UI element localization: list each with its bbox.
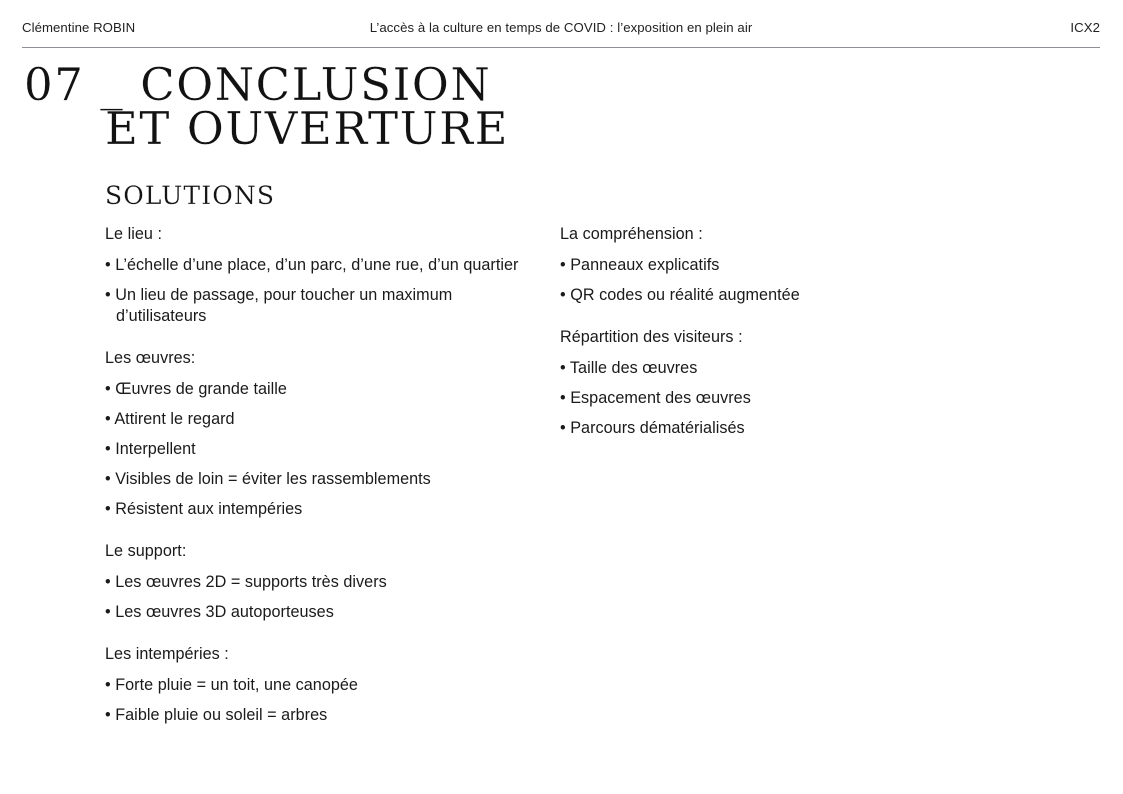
content-group (105, 348, 525, 520)
group-heading: Le support: (105, 541, 187, 560)
list-item: • L’échelle d’une place, d’un parc, d’une rue, d’un quartier (105, 255, 519, 274)
list-item: • QR codes ou réalité augmentée (560, 285, 800, 304)
content-group (560, 224, 960, 306)
list-item: • Visibles de loin = éviter les rassemblements (105, 469, 431, 488)
list-item: • Forte pluie = un toit, une canopée (105, 675, 358, 694)
bullet-list (105, 675, 525, 726)
header-author: Clémentine ROBIN (22, 20, 136, 35)
content-column-right (560, 224, 960, 439)
list-item: • Un lieu de passage, pour toucher un maximum d’utilisateurs (105, 285, 453, 325)
header-divider (22, 47, 1100, 48)
list-item: • Les œuvres 2D = supports très divers (105, 572, 387, 591)
group-heading: Répartition des visiteurs : (560, 327, 743, 346)
list-item: • Résistent aux intempéries (105, 499, 303, 518)
list-item: • Attirent le regard (105, 409, 235, 428)
list-item: • Interpellent (105, 439, 196, 458)
header-code: ICX2 (1070, 20, 1100, 35)
group-heading: Les intempéries : (105, 644, 229, 663)
content-group (105, 224, 525, 327)
content-group (105, 644, 525, 726)
list-item: • Panneaux explicatifs (560, 255, 720, 274)
header-document-title: L’accès à la culture en temps de COVID : l’exposition en plein air (369, 20, 753, 35)
group-heading: Les œuvres: (105, 348, 196, 367)
content-group (560, 327, 960, 439)
bullet-list (105, 255, 525, 327)
list-item: • Parcours dématérialisés (560, 418, 745, 437)
list-item: • Les œuvres 3D autoporteuses (105, 602, 334, 621)
list-item: • Taille des œuvres (560, 358, 698, 377)
list-item: • Espacement des œuvres (560, 388, 751, 407)
section-heading-solutions: SOLUTIONS (105, 181, 276, 210)
bullet-list (560, 255, 960, 306)
page-title (24, 58, 509, 155)
group-heading: La compréhension : (560, 225, 703, 243)
content-column-left (105, 224, 525, 726)
page-header (22, 20, 1100, 40)
bullet-list (105, 379, 525, 520)
list-item: • Œuvres de grande taille (105, 379, 287, 398)
page-title-line-1: 07 _ CONCLUSION (24, 58, 492, 111)
bullet-list (105, 572, 525, 623)
page-title-line-2: ET OUVERTURE (105, 102, 509, 155)
group-heading: Le lieu : (105, 225, 162, 243)
content-group (105, 541, 525, 623)
bullet-list (560, 358, 960, 439)
list-item: • Faible pluie ou soleil = arbres (105, 705, 328, 724)
